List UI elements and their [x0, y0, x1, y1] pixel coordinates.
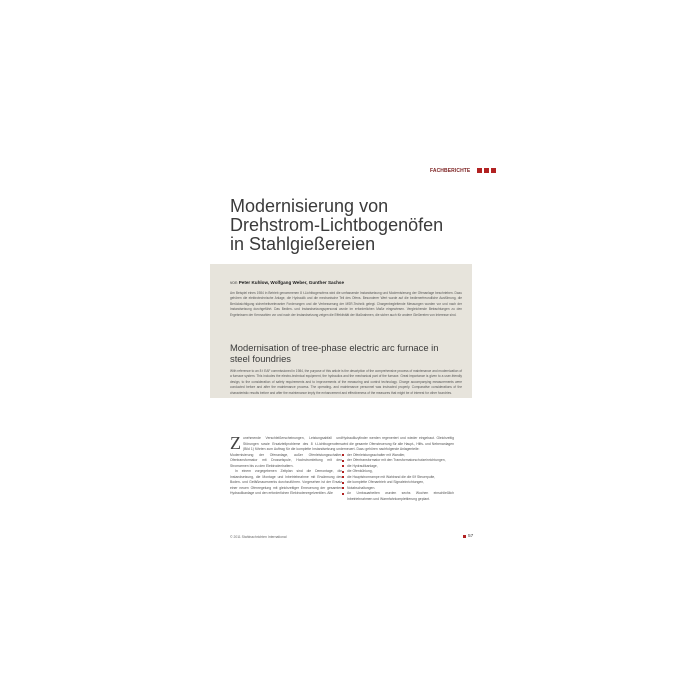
marker-square [477, 168, 482, 173]
english-title-line: steel foundries [230, 353, 291, 364]
title-line: in Stahlgießereien [230, 234, 376, 254]
list-item: die Hydraulikanlage, [342, 464, 454, 470]
list-item: der Ofentransformator mit den Transformatorschutzeinrichtungen, [342, 458, 454, 464]
body-column-right [342, 436, 454, 502]
drop-cap: Z [230, 433, 241, 453]
title-line: Modernisierung von [230, 196, 389, 216]
authors-prefix: von [230, 280, 238, 285]
page-number [463, 534, 473, 539]
title-line: Drehstrom-Lichtbogenöfen [230, 215, 444, 235]
list-item: die Ofenkühlung, [342, 469, 454, 475]
body-column-left [230, 433, 342, 497]
section-marker [477, 168, 496, 173]
abstract-german: Am Beispiel eines 1984 in Betrieb genommenen 8 t-Lichtbogenofens wird die umfassende Instandsetzung und Modernisierung der Ofenanlage beschrieben. Dazu gehören die elektrotechnische Anlage, die Hydraulik und die mechanische Teil des Ofens. Besonderer Wert wurde auf die bedienerfreundliche Ausführung, die Berücksichtigung sicherheitsrelevanter Forderungen und die Verbesserung der MSR-Technik gelegt. Chargenbegleitende Messungen wurden vor und nach der Instandsetzung durchgeführt. Das Bedien- und Instandsetzungspersonal wurde im erforderlichen Maße eingewiesen. Vergleichende Betrachtungen zu den Ergebnissen der Kennzahlen vor und nach der Instandsetzung zeigen die Effektivität der Maßnahmen, die sicher auch für andere Gießereien von Interesse sind. [230, 291, 462, 317]
body-paragraph: unehmende Verschleißerscheinungen, Leistungsabfall und Störungen sowie Ersatzteilprobleme des 8 t-Lichtbogenofens (Bild 1) führten zum Auftrag für die komplette Instandsetzung und Modernisierung der Ofenanlage, außer Ofenleistungsschalter, Ofentransformator mit Drosselspule, Hochstromleitung mit den Stromarmen bis zu den Elektrodenhaltern. [230, 436, 342, 468]
author-line [230, 280, 344, 285]
abstract-english: With reference to an 8 t EAF commissioned in 1984, the purpose of this article is the description of the comprehensive process of maintenance and modernization of a furnace system. This includes the electro-technical equipment, the hydraulics and the mechanical part of the furnace. Great importance is given to a user-friendly design, to the consideration of safety requirements and to improvements of the measuring and control technology. Charge accompanying measurements were conducted before and after the maintenance process. The operating- and maintenance personnel was instructed properly. Comparative considerations of the characteristic results before and after the maintenance imply the enhancement and effectiveness of the measures that might be of interest for other foundries. [230, 369, 462, 395]
page-marker-square [463, 535, 466, 538]
body-paragraph: Hydraulikzylinder werden regeneriert und wieder eingebaut. Gleichzeitig wird die gesamte Ofensteuerung für alle Haupt-, Hilfs- und Nebenanlagen erneuert. Dazu gehören nachfolgende Anlagenteile: [342, 436, 454, 451]
marker-square [491, 168, 496, 173]
english-title-line: Modernisation of tree-phase electric arc furnace in [230, 342, 439, 353]
list-item: Notabschaltungen. [342, 486, 454, 492]
list-item: die komplette Ofenantrieb und Signaleinrichtungen, [342, 480, 454, 486]
footer-copyright: © 2011 Stahlnachrichten International [230, 535, 287, 539]
article-title [230, 197, 470, 254]
section-label: FACHBERICHTE [430, 168, 471, 174]
body-paragraph: In einem vorgegebenen Zeitplan sind die Demontage, die Instandsetzung, die Montage und Inbetriebnahme mit Erwärmung des Boden- und Gefäßmauerwerks durchzuführen. Vorgesehen ist der Ersatz einer neuen Ofenregelung mit gleichzeitiger Erneuerung der gesamten Hydraulikanlage und den erforderlichen Elektrodenregelventilen. Alle [230, 469, 342, 495]
list-item: der Ofenleistungsschalter mit Wandler, [342, 453, 454, 459]
authors-names: Peter Kuhlow, Wolfgang Weber, Gunther Sachse [238, 280, 345, 285]
page-number-text: 57 [468, 534, 474, 539]
component-list [342, 453, 454, 503]
marker-square [484, 168, 489, 173]
list-item: die Hauptstromrampe mit Wahlrand die die 0/f Steuerpulte, [342, 475, 454, 481]
list-item: An Umbauarbeiten wurden sechs Wochen einschließlich Inbetriebnahmen und Warmfahrkomplettierung geplant. [342, 491, 454, 502]
english-title [230, 342, 466, 364]
